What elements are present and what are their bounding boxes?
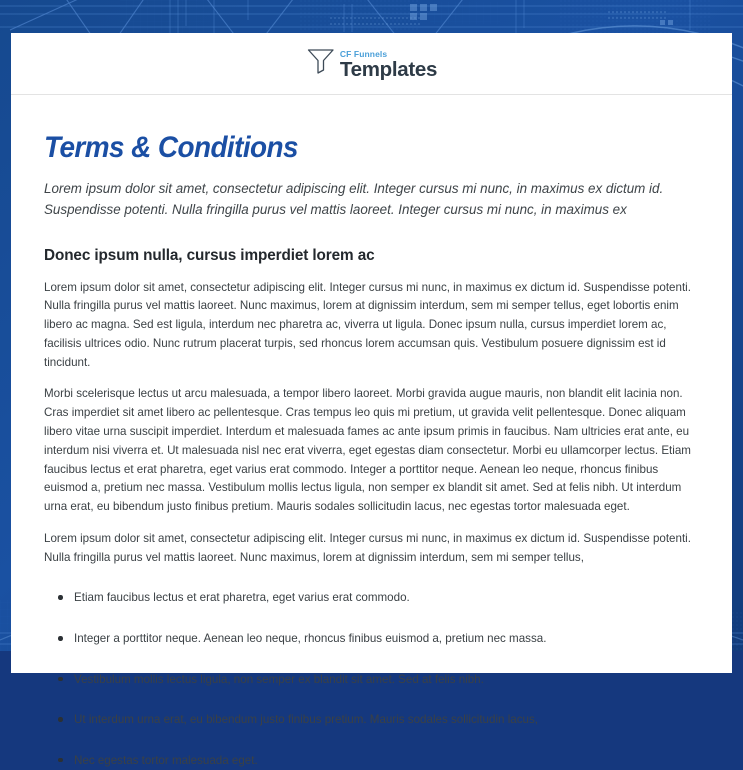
logo-text-group — [340, 50, 437, 80]
body-paragraph: Morbi scelerisque lectus ut arcu malesuada, a tempor libero laoreet. Morbi gravida augue mauris, non blandit elit lacinia non. Cras imperdiet sit amet libero ac pellentesque. Cras tempus leo quis mi pretium, ut gravida velit pellentesque. Donec aliquam libero vitae urna suscipit imperdiet. Interdum et malesuada fames ac ante ipsum primis in faucibus. Nam ultricies erat ante, eu interdum nisi viverra et. Ut malesuada nisl nec erat viverra, eget egestas diam consectetur. Morbi eu ullamcorper lectus. Etiam faucibus lectus et erat pharetra, eget varius erat commodo. Integer a porttitor neque. Aenean leo neque, rhoncus finibus euismod a, pretium nec massa. Vestibulum mollis lectus ligula, non semper ex blandit sit amet. Sed at felis nibh. Ut interdum urna erat, eu bibendum justo finibus pretium. Mauris sodales sollicitudin lacus, nec egestas tortor malesuada eget. — [44, 387, 691, 514]
list-item: Nec egestas tortor malesuada eget. — [58, 752, 699, 770]
document-body — [11, 95, 732, 770]
document-header — [11, 33, 732, 95]
logo-top-text: CF Funnels — [339, 49, 388, 59]
document-subtitle: Lorem ipsum dolor sit amet, consectetur adipiscing elit. Integer cursus mi nunc, in maximus ex dictum id. Suspendisse potenti. Nulla fringilla purus vel mattis laoreet. Integer cursus mi nunc, in maximus ex — [44, 181, 664, 217]
list-item: Vestibulum mollis lectus ligula, non semper ex blandit sit amet. Sed at felis nibh. — [58, 671, 699, 690]
cf-funnels-templates-logo — [306, 47, 437, 80]
logo-main-text: Templates — [339, 57, 438, 81]
list-item: Ut interdum urna erat, eu bibendum justo finibus pretium. Mauris sodales sollicitudin lacus, — [58, 711, 699, 730]
body-paragraph: Lorem ipsum dolor sit amet, consectetur adipiscing elit. Integer cursus mi nunc, in maximus ex dictum id. Suspendisse potenti. Nulla fringilla purus vel mattis laoreet. Nunc maximus, lorem at dignissim interdum, sem mi semper tellus, — [44, 531, 691, 564]
body-paragraph: Lorem ipsum dolor sit amet, consectetur adipiscing elit. Integer cursus mi nunc, in maximus ex dictum id. Suspendisse potenti. Nulla fringilla purus vel mattis laoreet. Nunc maximus, lorem at dignissim interdum, sem mi semper tellus, eget lobortis enim libero ac magna. Sed est ligula, interdum nec pharetra ac, viverra ut ligula. Donec ipsum nulla, cursus imperdiet lorem ac, facilisis ultrices odio. Nunc rutrum placerat turpis, sed rhoncus lorem accumsan quis. Vestibulum posuere dignissim est id tincidunt. — [44, 280, 691, 369]
section-heading: Donec ipsum nulla, cursus imperdiet lorem ac — [44, 246, 375, 264]
page-title: Terms & Conditions — [44, 131, 298, 164]
funnel-icon — [306, 47, 336, 79]
list-item: Etiam faucibus lectus et erat pharetra, eget varius erat commodo. — [58, 589, 699, 608]
list-item: Integer a porttitor neque. Aenean leo neque, rhoncus finibus euismod a, pretium nec massa. — [58, 630, 699, 649]
terms-bullet-list — [44, 589, 699, 770]
document-page-card — [11, 33, 732, 767]
